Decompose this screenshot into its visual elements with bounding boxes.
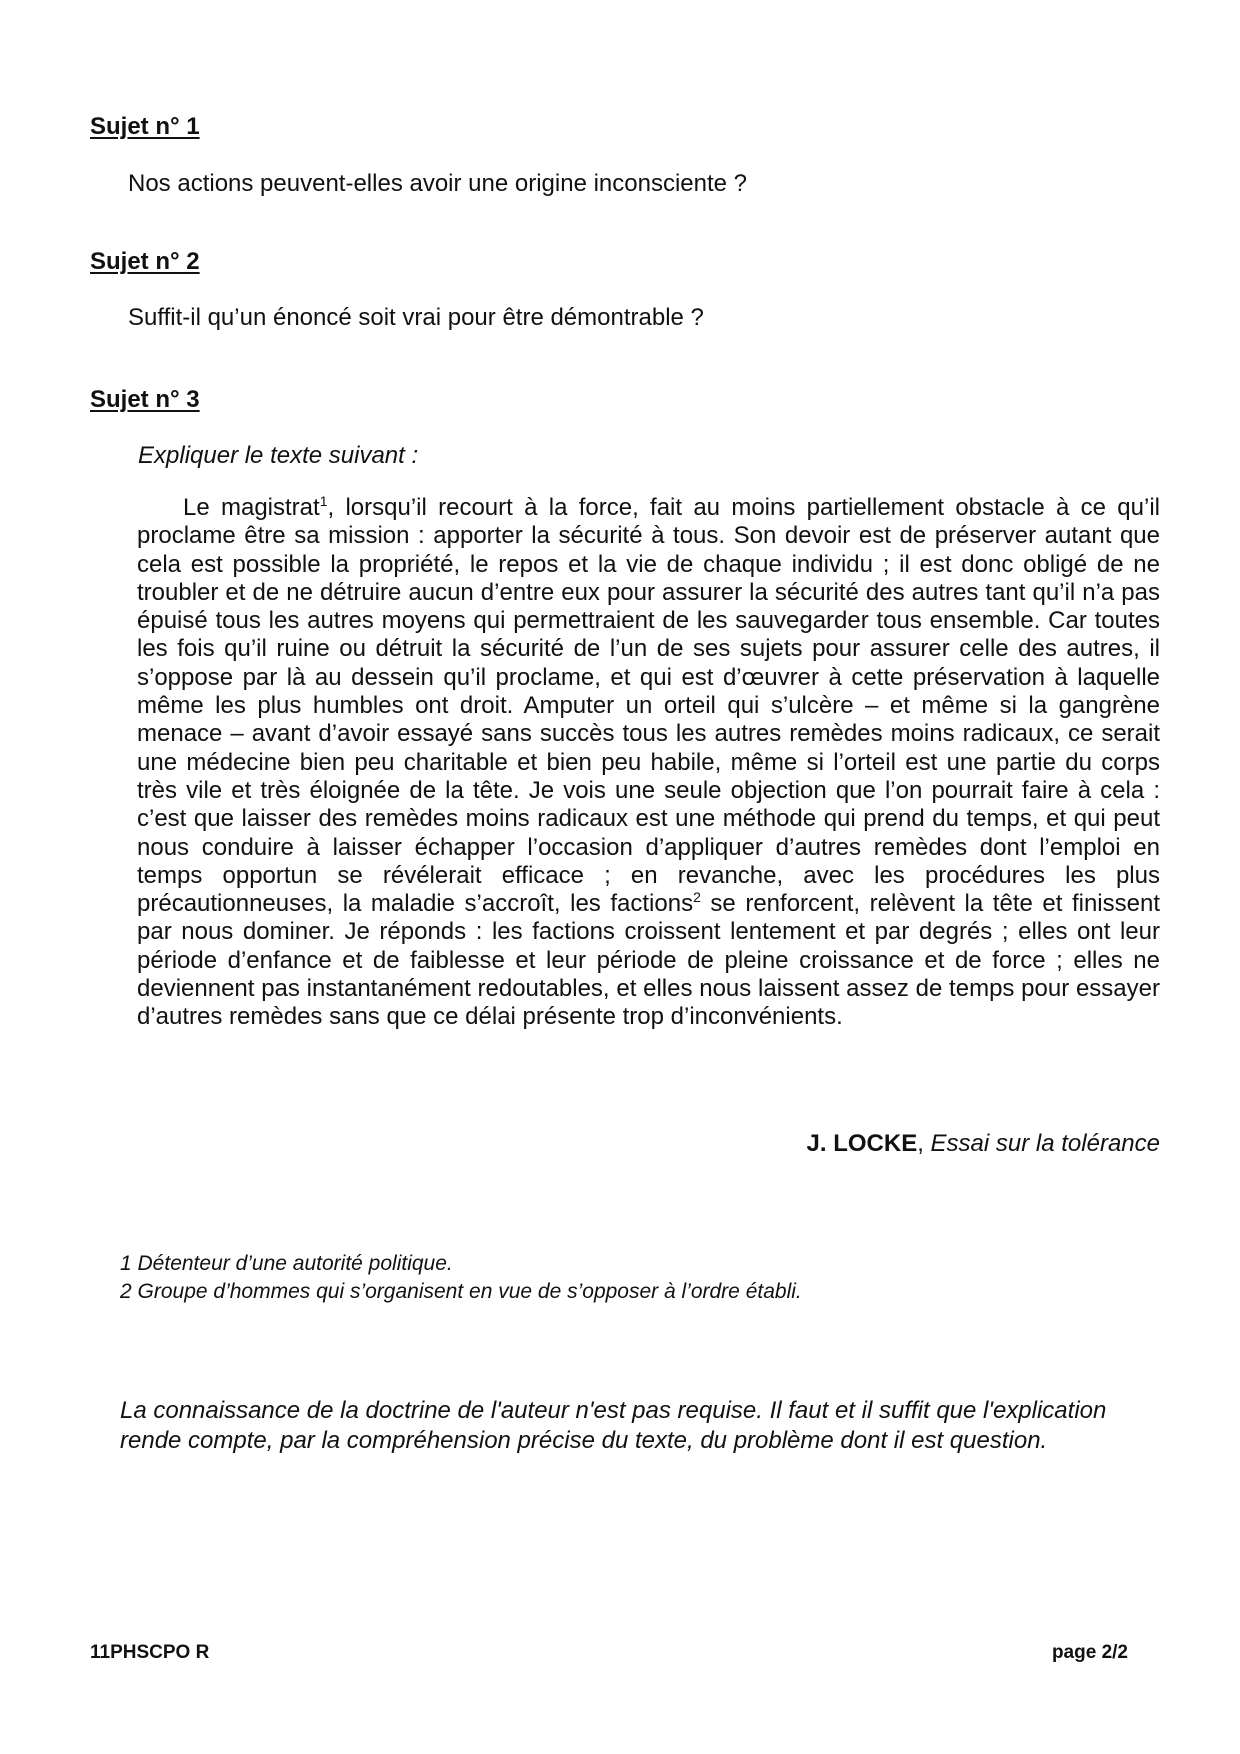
locke-text — [137, 494, 1160, 1032]
sujet-2-question: Suffit-il qu’un énoncé soit vrai pour être démontrable ? — [128, 304, 704, 331]
sujet-1-heading: Sujet n° 1 — [90, 113, 200, 140]
attribution-separator: , — [917, 1130, 931, 1157]
attribution-work: Essai sur la tolérance — [930, 1130, 1160, 1157]
text-part-3: se renforcent, relèvent la tête et finissent par nous dominer. Je réponds : les factions croissent lentement et par degrés ; elles ont leur période d’enfance et de faiblesse et leur période de pleine croissance et de force ; elles ne deviennent pas instantanément redoutables, et elles nous laissent assez de temps pour essayer d’autres remèdes sans que ce délai présente trop d’inconvénients. — [137, 890, 1161, 1031]
exam-note: La connaissance de la doctrine de l'auteur n'est pas requise. Il faut et il suffit que l'explication rende compte, par la compréhension précise du texte, du problème dont il est question. — [120, 1397, 1107, 1454]
attribution-author: J. LOCKE — [806, 1130, 918, 1157]
sujet-3-instruction: Expliquer le texte suivant : — [138, 442, 419, 469]
footnotes — [120, 1250, 802, 1306]
sujet-3-heading: Sujet n° 3 — [90, 386, 200, 413]
text-part-1: Le magistrat — [183, 494, 320, 521]
footnote-1: 1 Détenteur d’une autorité politique. — [120, 1252, 453, 1275]
footnote-ref-2: 2 — [693, 889, 701, 906]
footnote-ref-1: 1 — [319, 493, 328, 509]
sujet-2-heading: Sujet n° 2 — [90, 248, 200, 275]
attribution — [807, 1130, 1160, 1158]
footnote-2: 2 Groupe d’hommes qui s’organisent en vue de s’opposer à l’ordre établi. — [120, 1280, 802, 1303]
text-part-2: , lorsqu’il recourt à la force, fait au moins partiellement obstacle à ce qu’il proclame être sa mission : apporter la sécurité à tous. Son devoir est de préserver autant que cela est possible la propriété, le repos et la vie de chaque individu ; il est donc obligé de ne troubler et de ne détruire aucun d’entre eux pour assurer la sécurité des autres tant qu’il n’a pas épuisé tous les autres moyens qui permettraient de les sauvegarder tous ensemble. Car toutes les fois qu’il ruine ou détruit la sécurité de l’un de ses sujets pour assurer celle des autres, il s’oppose par là au dessein qu’il proclame, et qui est d’œuvrer à cette préservation à laquelle même les plus humbles ont droit. Amputer un orteil qui s’ulcère – et même si la gangrène menace – avant d’avoir essayé sans succès tous les autres remèdes moins radicaux, ce serait une médecine bien peu charitable et bien peu habile, même si l’orteil est une partie du corps très vile et très éloignée de la tête. Je vois une seule objection que l’on pourrait faire à cela : c’est que laisser des remèdes moins radicaux est une méthode qui prend du temps, et qui peut nous conduire à laisser échapper l’occasion d’appliquer d’autres remèdes dont l’emploi en temps opportun se révélerait efficace ; en revanche, avec les procédures les plus précautionneuses, la maladie s’accroît, les factions — [137, 494, 1160, 918]
footer-code: 11PHSCPO R — [90, 1642, 210, 1663]
footer-page-number: page 2/2 — [1051, 1642, 1128, 1663]
sujet-1-question: Nos actions peuvent-elles avoir une origine inconsciente ? — [128, 170, 748, 197]
